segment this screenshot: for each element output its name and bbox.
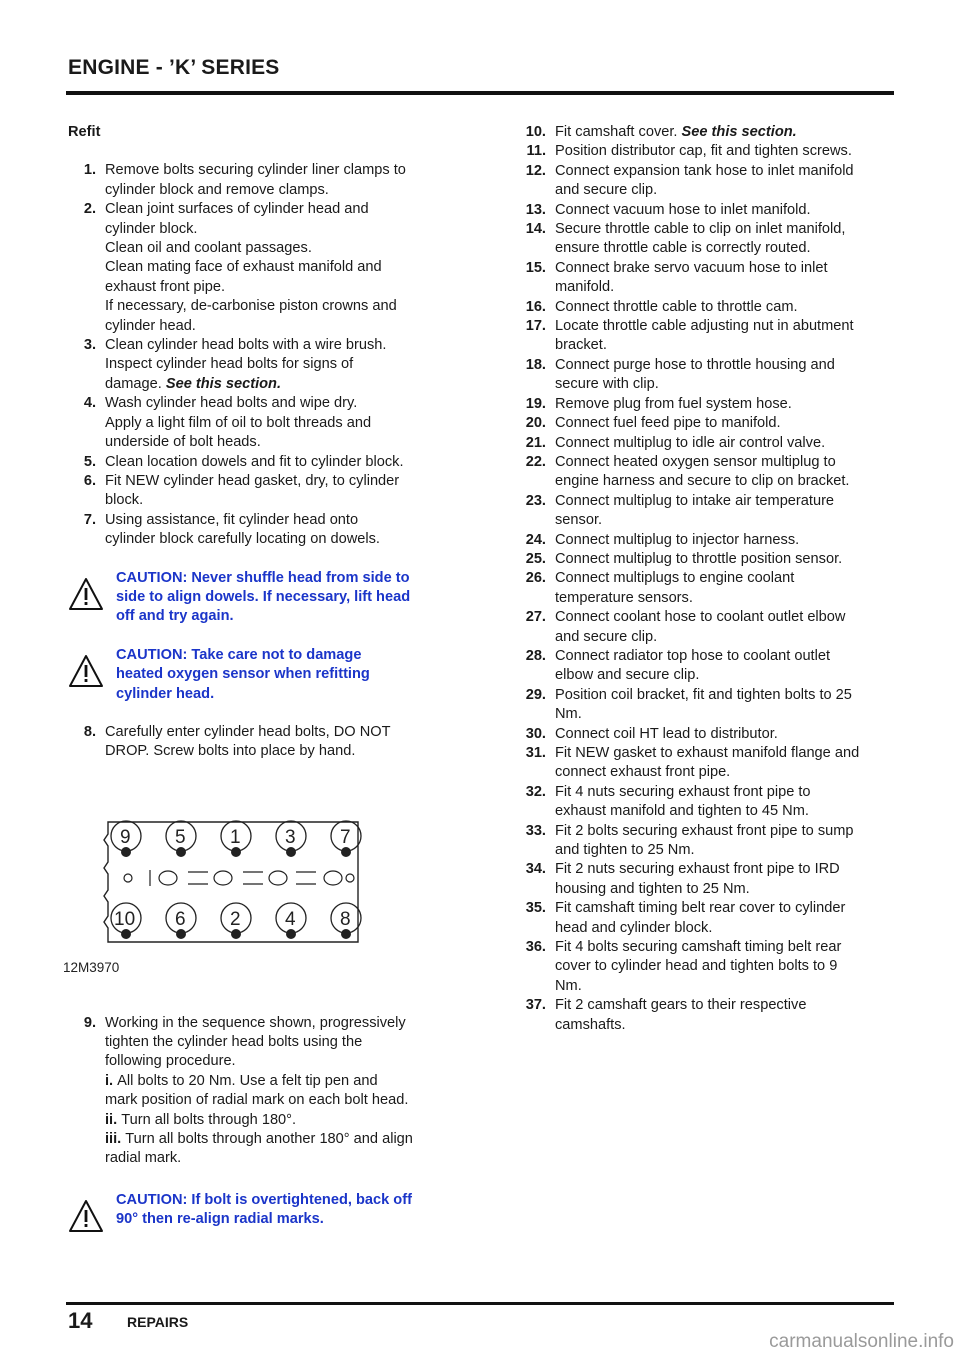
bolt-head [121, 847, 131, 857]
step-text: Connect fuel feed pipe to manifold. [555, 415, 781, 432]
cylinder-head-diagram [68, 810, 368, 950]
step-item [68, 161, 448, 200]
watermark: carmanualsonline.info [769, 1331, 954, 1352]
step-item [518, 395, 898, 414]
warning-icon [68, 654, 104, 688]
step-text: and secure clip. [555, 182, 658, 199]
step-text: ensure throttle cable is correctly routed. [555, 240, 811, 257]
step-number: 26. [525, 570, 546, 587]
sub-step-marker: ii. [105, 1111, 122, 1128]
step-text: exhaust manifold and tighten to 45 Nm. [555, 803, 809, 820]
step-number: 29. [525, 686, 546, 703]
bolt-sequence-number: 5 [175, 826, 186, 848]
step-text: Connect expansion tank hose to inlet manifold [555, 162, 854, 179]
step-item [518, 201, 898, 220]
step-text: Connect multiplug to intake air temperature [555, 492, 835, 509]
step-text: and tighten to 25 Nm. [555, 842, 695, 859]
step-text: Connect radiator top hose to coolant outlet [555, 647, 831, 664]
step-text: Clean mating face of exhaust manifold and [105, 259, 382, 276]
step-number: 8. [83, 723, 96, 740]
step-number: 28. [525, 647, 546, 664]
step-number: 33. [525, 822, 546, 839]
sub-step-text: iii. Turn all bolts through another 180° and align [105, 1131, 413, 1148]
bolt-sequence-number: 4 [285, 908, 296, 930]
step-number: 22. [525, 453, 546, 470]
step-text: Fit NEW cylinder head gasket, dry, to cylinder [105, 472, 400, 489]
step-text: Remove bolts securing cylinder liner clamps to [105, 162, 406, 179]
step-text: Connect coil HT lead to distributor. [555, 725, 778, 742]
step-item [68, 723, 448, 762]
step-item [68, 200, 448, 336]
step-text: underside of bolt heads. [105, 434, 261, 451]
step-item [518, 492, 898, 531]
step-text: cylinder head. [105, 317, 196, 334]
step-text: engine harness and secure to clip on bracket. [555, 473, 850, 490]
step-item [518, 608, 898, 647]
step-item [518, 123, 898, 142]
caution-1 [68, 569, 448, 627]
step-item [518, 899, 898, 938]
step-item [518, 220, 898, 259]
bolt-sequence-number: 6 [175, 908, 186, 930]
step-item [518, 569, 898, 608]
step-number: 36. [525, 939, 546, 956]
caution-2 [68, 646, 448, 704]
step-text: cover to cylinder head and tighten bolts to 9 [555, 958, 838, 975]
step-text: Clean oil and coolant passages. [105, 240, 312, 257]
step-number: 15. [525, 259, 546, 276]
caution-text: off and try again. [116, 608, 234, 625]
step-text: Fit 2 bolts securing exhaust front pipe to sump [555, 822, 854, 839]
step-text: manifold. [555, 279, 615, 296]
section-heading: Refit [68, 124, 101, 140]
step-number: 3. [83, 337, 96, 354]
step-text: Fit NEW gasket to exhaust manifold flange and [555, 745, 860, 761]
bolt-sequence-number: 9 [120, 826, 131, 848]
step-number: 25. [525, 550, 546, 567]
step-text: Position distributor cap, fit and tighten screws. [555, 143, 852, 160]
bolt-sequence-number: 2 [230, 908, 241, 930]
bolt-head [176, 847, 186, 857]
caution-text: CAUTION: Never shuffle head from side to [116, 569, 410, 586]
step-text: cylinder block and remove clamps. [105, 181, 329, 198]
step-text: Working in the sequence shown, progressively [105, 1014, 406, 1031]
step-number: 7. [83, 511, 96, 528]
step-text: Secure throttle cable to clip on inlet manifold, [555, 221, 846, 238]
step-number: 1. [83, 162, 96, 179]
step-text: elbow and secure clip. [555, 667, 700, 684]
footer-rule [66, 1302, 894, 1305]
step-text: Apply a light film of oil to bolt threads and [105, 414, 372, 431]
step-text: DROP. Screw bolts into place by hand. [105, 743, 356, 760]
page-title: ENGINE - ’K’ SERIES [68, 56, 280, 79]
step-text: Fit camshaft timing belt rear cover to cylinder [555, 900, 846, 917]
left-steps-list [68, 161, 448, 549]
sub-step-text: mark position of radial mark on each bolt head. [105, 1092, 409, 1109]
right-steps-list [518, 123, 898, 1035]
caution-text: cylinder head. [116, 685, 215, 702]
step-text: Fit 4 nuts securing exhaust front pipe to [555, 783, 811, 800]
step-text: Connect heated oxygen sensor multiplug to [555, 453, 836, 470]
step-text: head and cylinder block. [555, 919, 713, 936]
step-item [518, 783, 898, 822]
bolt-head [231, 929, 241, 939]
bolt-head [341, 929, 351, 939]
step-text: following procedure. [105, 1053, 236, 1070]
step-text: Clean cylinder head bolts with a wire brush. [105, 337, 387, 354]
bolt-sequence-number: 10 [114, 908, 136, 930]
step-text: Nm. [555, 977, 582, 994]
step-number: 16. [525, 298, 546, 315]
step-item [518, 996, 898, 1035]
step-number: 17. [525, 318, 546, 335]
step-text: cylinder block. [105, 220, 198, 237]
step-item [518, 822, 898, 861]
step-item [518, 434, 898, 453]
step-item [518, 356, 898, 395]
step-text: Carefully enter cylinder head bolts, DO NOT [105, 723, 391, 740]
step-item [518, 142, 898, 161]
figure-label: 12M3970 [63, 960, 120, 976]
step-number: 37. [525, 997, 546, 1014]
bolt-head [121, 929, 131, 939]
step-text: Fit 2 nuts securing exhaust front pipe to IRD [555, 861, 840, 878]
step-number: 14. [525, 221, 546, 238]
step-number: 18. [525, 356, 546, 373]
step-number: 9. [83, 1014, 96, 1031]
sub-step-marker: iii. [105, 1131, 126, 1148]
step-text: tighten the cylinder head bolts using the [105, 1034, 363, 1050]
step-text: Connect purge hose to throttle housing and [555, 356, 835, 373]
warning-icon [68, 577, 104, 611]
step-text: Connect throttle cable to throttle cam. [555, 298, 798, 315]
step-item [518, 647, 898, 686]
step-text: Connect multiplug to idle air control valve. [555, 434, 826, 451]
caution-text: 90° then re-align radial marks. [116, 1211, 324, 1228]
step-text: If necessary, de-carbonise piston crowns and [105, 298, 397, 315]
step-text: Connect brake servo vacuum hose to inlet [555, 259, 828, 276]
sub-step-text: i. All bolts to 20 Nm. Use a felt tip pen and [105, 1072, 378, 1089]
left-column [63, 123, 448, 1230]
step-item [68, 394, 448, 452]
bolt-head [286, 847, 296, 857]
step-number: 30. [525, 725, 546, 742]
bolt-sequence-number: 3 [285, 826, 296, 848]
step-text: and secure clip. [555, 628, 658, 645]
step-text: Clean location dowels and fit to cylinder block. [105, 453, 404, 470]
step-number: 34. [525, 861, 546, 878]
step-text: Connect multiplugs to engine coolant [555, 570, 795, 587]
step-number: 32. [525, 783, 546, 800]
step-item [518, 550, 898, 569]
cylinder-head-bolt-sequence-figure [63, 810, 448, 978]
warning-icon [68, 1199, 104, 1233]
step-text: Position coil bracket, fit and tighten bolts to 25 [555, 686, 852, 703]
step-text: Clean joint surfaces of cylinder head and [105, 201, 369, 218]
step-item [518, 531, 898, 550]
step-text: Connect multiplug to injector harness. [555, 531, 800, 548]
step-text: Fit 2 camshaft gears to their respective [555, 997, 807, 1014]
step-text: Locate throttle cable adjusting nut in abutment [555, 318, 854, 335]
sub-step-text: ii. Turn all bolts through 180°. [105, 1111, 297, 1128]
step-text: Remove plug from fuel system hose. [555, 395, 792, 412]
step-text: block. [105, 492, 144, 509]
bolt-sequence-number: 7 [340, 826, 351, 848]
step-number: 20. [525, 415, 546, 432]
caution-3 [68, 1191, 448, 1230]
step-text: bracket. [555, 337, 607, 354]
caution-text: side to align dowels. If necessary, lift head [116, 588, 411, 605]
step-number: 12. [525, 162, 546, 179]
step-text: Fit 4 bolts securing camshaft timing belt rear [555, 939, 842, 956]
step-text: Wash cylinder head bolts and wipe dry. [105, 395, 358, 412]
step-item [518, 453, 898, 492]
bolt-head [176, 929, 186, 939]
step-item [518, 317, 898, 356]
step-text: housing and tighten to 25 Nm. [555, 880, 750, 897]
step-number: 6. [83, 472, 96, 489]
footer-section-name: REPAIRS [127, 1314, 189, 1330]
step-item [68, 453, 448, 472]
caution-text: CAUTION: Take care not to damage [116, 646, 362, 663]
step-number: 23. [525, 492, 546, 509]
bolt-head [231, 847, 241, 857]
step-number: 21. [525, 434, 546, 451]
step-item [518, 259, 898, 298]
bolt-sequence-number: 8 [340, 908, 351, 930]
bolt-head [286, 929, 296, 939]
step-number: 19. [525, 395, 546, 412]
bolt-sequence-number: 1 [230, 826, 241, 848]
step-item [518, 298, 898, 317]
cross-reference: See this section. [681, 124, 797, 140]
step-text: Connect vacuum hose to inlet manifold. [555, 201, 811, 218]
cross-reference: See this section. [165, 375, 282, 392]
step-item [68, 1014, 448, 1169]
step-text: connect exhaust front pipe. [555, 764, 731, 781]
step-item [518, 414, 898, 433]
step-text: Nm. [555, 706, 582, 723]
bolt-head [341, 847, 351, 857]
right-column [518, 123, 898, 1035]
step-text: exhaust front pipe. [105, 278, 226, 295]
step-text: Using assistance, fit cylinder head onto [105, 511, 359, 528]
step-text: sensor. [555, 512, 603, 529]
step-item [68, 336, 448, 394]
page-number: 14 [68, 1308, 93, 1333]
step-text: Inspect cylinder head bolts for signs of [105, 356, 354, 373]
step-number: 35. [525, 900, 546, 917]
header-rule [66, 91, 894, 95]
step-number: 31. [525, 745, 546, 761]
step-number: 5. [83, 453, 96, 470]
step-text: Connect coolant hose to coolant outlet elbow [555, 609, 846, 626]
step-text: damage. See this section. [105, 375, 282, 392]
step-item [518, 686, 898, 725]
step-number: 11. [526, 143, 546, 160]
step-item [518, 938, 898, 996]
step-item [518, 162, 898, 201]
step-item [518, 725, 898, 744]
step-text: camshafts. [555, 1016, 626, 1033]
step-text: Connect multiplug to throttle position sensor. [555, 550, 843, 567]
step-number: 13. [525, 201, 546, 218]
step-number: 4. [83, 395, 96, 412]
step-text: secure with clip. [555, 376, 659, 393]
caution-text: heated oxygen sensor when refitting [116, 666, 370, 683]
step-text: temperature sensors. [555, 589, 693, 606]
caution-text: CAUTION: If bolt is overtightened, back off [116, 1191, 412, 1208]
step-text: cylinder block carefully locating on dowels. [105, 531, 380, 548]
step-text: Fit camshaft cover. See this section. [555, 124, 797, 140]
step-item [518, 744, 898, 783]
step-item [68, 511, 448, 550]
step-item [68, 472, 448, 511]
step-number: 24. [525, 531, 546, 548]
step-number: 2. [83, 201, 96, 218]
sub-step-marker: i. [105, 1072, 118, 1089]
step-item [518, 860, 898, 899]
step-number: 27. [525, 609, 546, 626]
step-number: 10. [525, 124, 546, 140]
sub-step-text: radial mark. [105, 1150, 182, 1167]
